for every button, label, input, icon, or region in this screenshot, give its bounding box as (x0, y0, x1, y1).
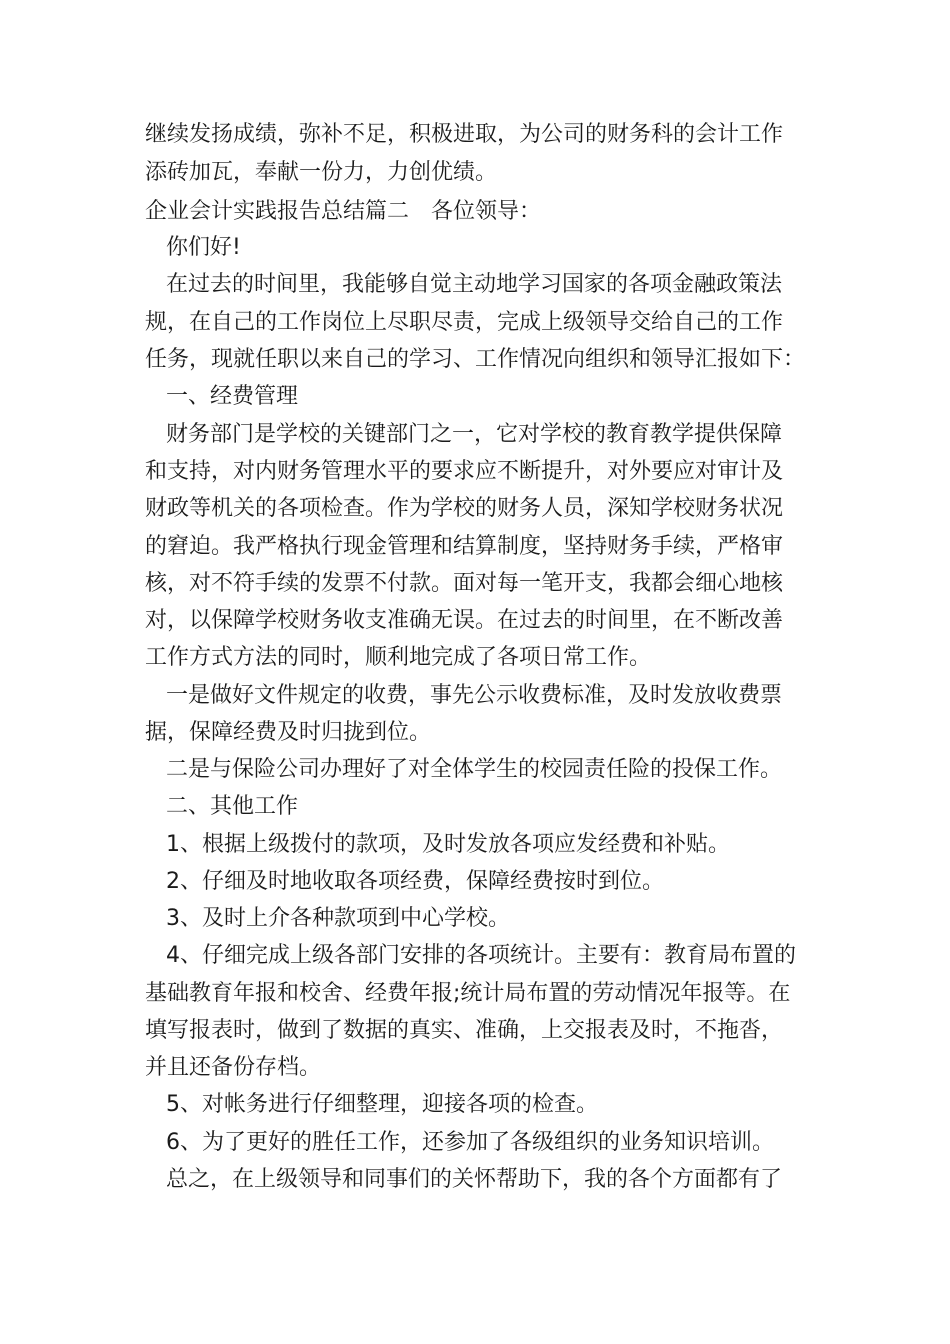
text-line: 规，在自己的工作岗位上尽职尽责，完成上级领导交给自己的工作 (145, 310, 784, 335)
text-line: 财政等机关的各项检查。作为学校的财务人员，深知学校财务状况 (145, 496, 784, 521)
text-line: 总之，在上级领导和同事们的关怀帮助下，我的各个方面都有了 (166, 1167, 783, 1192)
section-heading: 二、其他工作 (166, 794, 299, 819)
text-line: 一是做好文件规定的收费，事先公示收费标准，及时发放收费票 (166, 683, 783, 708)
text-line: 添砖加瓦，奉献一份力，力创优绩。 (145, 160, 498, 185)
text-line: 和支持，对内财务管理水平的要求应不断提升，对外要应对审计及 (145, 459, 784, 484)
list-item: 3、及时上介各种款项到中心学校。 (166, 906, 510, 931)
list-item: 5、对帐务进行仔细整理，迎接各项的检查。 (166, 1092, 598, 1117)
text-line: 二是与保险公司办理好了对全体学生的校园责任险的投保工作。 (166, 757, 783, 782)
list-item: 4、仔细完成上级各部门安排的各项统计。主要有：教育局布置的 (166, 943, 796, 968)
list-item: 1、根据上级拨付的款项，及时发放各项应发经费和补贴。 (166, 832, 730, 857)
text-line: 基础教育年报和校舍、经费年报;统计局布置的劳动情况年报等。在 (145, 981, 791, 1006)
text-line: 在过去的时间里，我能够自觉主动地学习国家的各项金融政策法 (166, 272, 783, 297)
text-line: 财务部门是学校的关键部门之一，它对学校的教育教学提供保障 (166, 422, 783, 447)
text-line: 工作方式方法的同时，顺利地完成了各项日常工作。 (145, 645, 652, 670)
text-line: 并且还备份存档。 (145, 1055, 322, 1080)
text-line: 填写报表时，做到了数据的真实、准确，上交报表及时，不拖沓， (145, 1018, 784, 1043)
text-line: 任务，现就任职以来自己的学习、工作情况向组织和领导汇报如下： (145, 347, 806, 372)
section-heading: 一、经费管理 (166, 384, 299, 409)
text-line: 你们好! (166, 235, 241, 260)
list-item: 2、仔细及时地收取各项经费，保障经费按时到位。 (166, 869, 664, 894)
text-line: 核，对不符手续的发票不付款。面对每一笔开支，我都会细心地核 (145, 571, 784, 596)
text-line: 据，保障经费及时归拢到位。 (145, 720, 432, 745)
text-line: 对，以保障学校财务收支准确无误。在过去的时间里，在不断改善 (145, 608, 784, 633)
text-line: 的窘迫。我严格执行现金管理和结算制度，坚持财务手续，严格审 (145, 534, 784, 559)
section-heading: 企业会计实践报告总结篇二 各位领导： (145, 199, 542, 224)
list-item: 6、为了更好的胜任工作，还参加了各级组织的业务知识培训。 (166, 1130, 774, 1155)
text-line: 继续发扬成绩，弥补不足，积极进取，为公司的财务科的会计工作 (145, 122, 784, 147)
